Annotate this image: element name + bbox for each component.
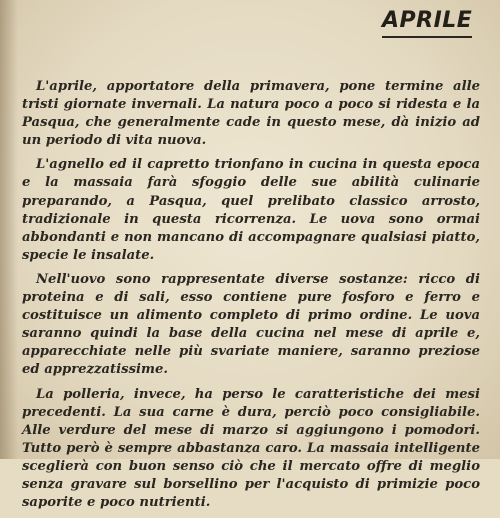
paragraph-poultry: La polleria, invece, ha perso le caratteristiche dei mesi precedenti. La sua carne è dura, perciò poco consigliabile. Alle verdure del mese di marzo si aggiungono i pomodori. Tutto però è sempre abbastanza caro. La massaia intelligente sceglierà con buon senso ciò che il mercato offre di meglio senza gravare sul borsellino per l'acquisto di primizie poco saporite e poco nutrienti.	[22, 386, 480, 511]
paragraph-eggs: Nell'uovo sono rappresentate diverse sostanze: ricco di proteina e di sali, esso contiene pure fosforo e ferro e costituisce un alimento completo di primo ordine. Le uova saranno quindi la base della cucina nel mese di aprile e, apparecchiate nelle più svariate maniere, saranno preziose ed apprezzatissime.	[22, 271, 480, 378]
page-title: APRILE	[382, 8, 472, 38]
page-binding-shadow	[0, 0, 18, 459]
paragraph-intro: L'aprile, apportatore della primavera, pone termine alle tristi giornate invernali. La natura poco a poco si ridesta e la Pasqua, che generalmente cade in questo mese, dà inizio ad un periodo di vita nuova.	[22, 79, 480, 149]
body-text	[22, 78, 480, 518]
paragraph-lamb: L'agnello ed il capretto trionfano in cucina in questa epoca e la massaia farà sfoggio delle sue abilità culinarie preparando, a Pasqua, quel prelibato classico arrosto, tradizionale in questa ricorrenza. Le uova sono ormai abbondanti e non mancano di accompagnare qualsiasi piatto, specie le insalate.	[22, 157, 480, 263]
